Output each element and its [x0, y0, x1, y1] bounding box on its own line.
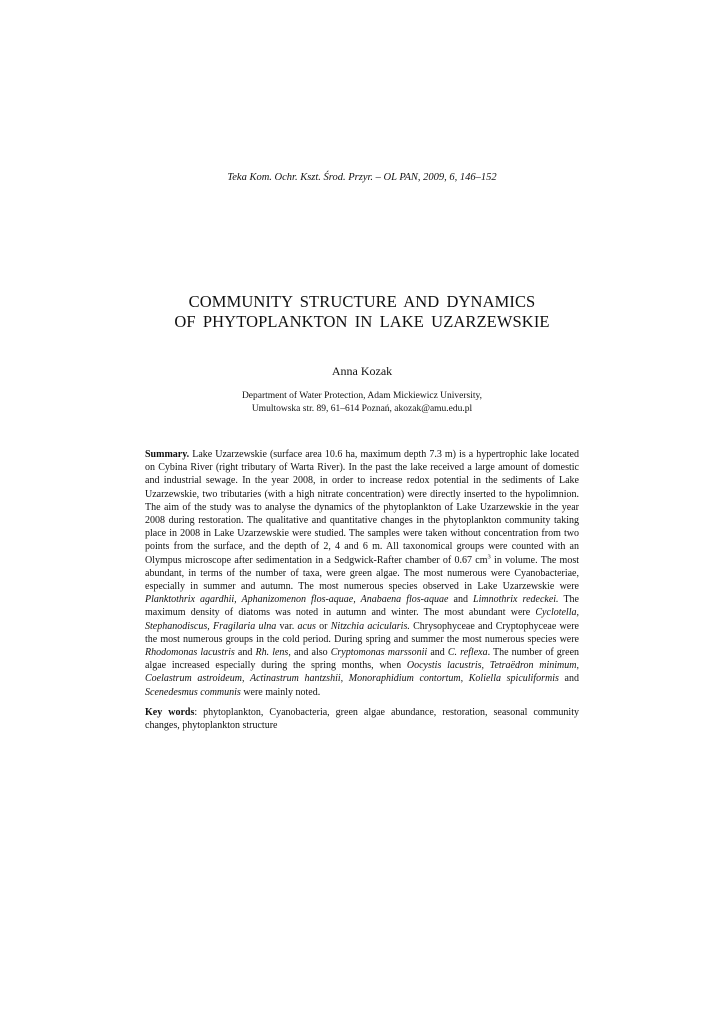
species-name: Cryptomonas marssonii	[330, 647, 428, 659]
summary-text: . The number of green algae increased especially during the spring months, when	[145, 647, 580, 672]
species-name: Planktothrix agardhii, Aphanizomenon flos-aquae, Anabaena flos-aquae	[145, 594, 449, 606]
species-name: Rh. lens	[255, 647, 289, 659]
species-name: Cyclotella, Stephanodiscus, Fragilaria ulna	[145, 607, 579, 632]
keywords-text: : phytoplankton, Cyanobacteria, green algae abundance, restoration, seasonal community changes, phytoplankton structure	[145, 706, 579, 732]
species-name: Oocystis lacustris, Tetraëdron minimum, Coelastrum astroideum, Actinastrum hantzshii, Monoraphidium contortum, Koliella spiculiformis	[145, 660, 580, 685]
paper-title	[0, 292, 724, 332]
species-name: Nitzchia acicularis.	[330, 620, 410, 632]
affiliation-line-1: Department of Water Protection, Adam Mickiewicz University,	[241, 391, 483, 401]
summary-text: and	[234, 647, 256, 659]
superscript-exponent: 3	[487, 553, 491, 561]
summary-text: or	[315, 620, 331, 632]
title-line-1: COMMUNITY STRUCTURE AND DYNAMICS	[188, 292, 536, 311]
summary-text: The maximum density of diatoms was noted in autumn and winter. The most abundant were	[145, 594, 579, 619]
summary-label: Summary.	[145, 449, 190, 460]
author-name: Anna Kozak	[331, 364, 393, 378]
running-head: Teka Kom. Ochr. Kszt. Środ. Przyr. – OL PAN, 2009, 6, 146–152	[227, 172, 497, 183]
keywords-label: Key words	[145, 706, 195, 718]
summary-text: were mainly noted.	[240, 686, 321, 698]
summary-text: Chrysophyceae and Cryptophyceae were the most numerous groups in the cold period. During spring and summer the most numerous species were	[145, 620, 579, 645]
title-line-2: OF PHYTOPLANKTON IN LAKE UZARZEWSKIE	[174, 312, 550, 331]
abstract-block	[145, 448, 579, 732]
summary-text: and	[558, 673, 579, 685]
affiliation-line-2: Umultowska str. 89, 61–614 Poznań, akozak@amu.edu.pl	[251, 403, 473, 414]
author-affiliation	[0, 390, 724, 415]
species-name: Rhodomonas lacustris	[145, 647, 235, 659]
summary-text: in volume. The most abundant, in terms of the number of taxa, were green algae. The most numerous were Cyanobacteriae, especially in summer and autumn. The most numerous species observed in Lake Uzarzewskie were	[145, 554, 579, 593]
summary-text: var.	[276, 620, 298, 632]
summary-text: and	[448, 594, 474, 606]
summary-paragraph	[145, 448, 579, 699]
species-name: acus	[297, 620, 316, 632]
keywords-paragraph	[145, 706, 579, 732]
summary-text: , and also	[288, 647, 331, 659]
species-name: C. reflexa	[447, 647, 488, 659]
summary-text: Lake Uzarzewskie (surface area 10.6 ha, maximum depth 7.3 m) is a hypertrophic lake located on Cybina River (right tributary of Warta River). In the past the lake received a large amount of domestic and industrial sewage. In the year 2008, in order to increase redox potential in the sediments of Lake Uzarzewskie, two tributaries (with a high nitrate concentration) were directly inserted to the hypolimnion. The aim of the study was to analyse the dynamics of the phytoplankton of Lake Uzarzewskie in the year 2008 during restoration. The qualitative and quantitative changes in the phytoplankton community taking place in 2008 in Lake Uzarzewskie were studied. The samples were taken without concentration from two points from the surface, and the depth of 2, 4 and 6 m. All taxonomical groups were counted with an Olympus microscope after sedimentation in a Sedgwick-Rafter chamber of 0.67 cm	[145, 449, 579, 566]
species-name: Limnothrix redeckei.	[473, 594, 559, 606]
summary-text: and	[427, 647, 448, 659]
species-name: Scenedesmus communis	[145, 686, 241, 698]
